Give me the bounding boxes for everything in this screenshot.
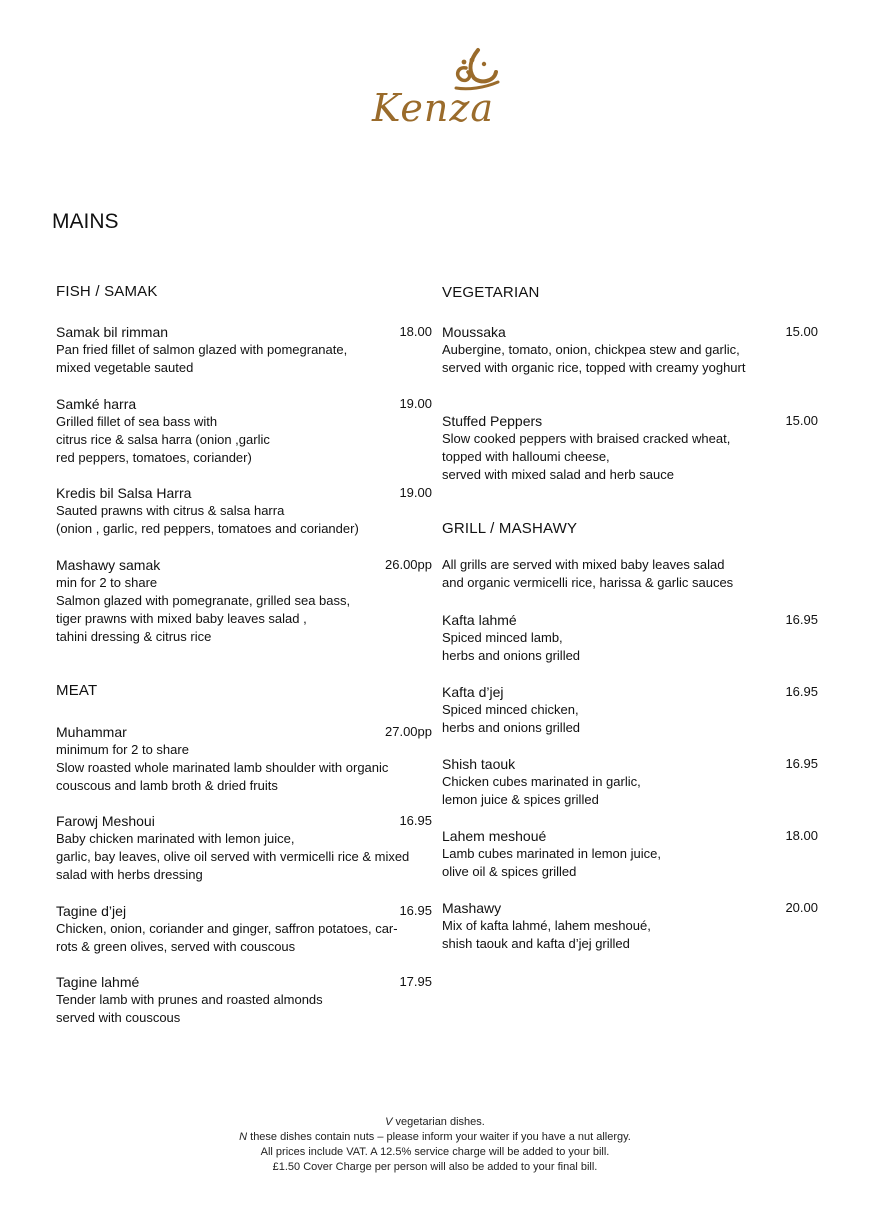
menu-item [56, 723, 432, 795]
footer-veg-line [0, 1115, 870, 1130]
item-description: Aubergine, tomato, onion, chickpea stew and garlic, served with organic rice, topped with creamy yoghurt [442, 342, 746, 375]
item-price: 15.00 [785, 413, 818, 428]
item-name: Moussaka [442, 324, 506, 340]
item-price: 16.95 [785, 684, 818, 699]
item-price: 16.95 [785, 756, 818, 771]
nut-symbol: N [239, 1131, 248, 1143]
footer-nut-line [0, 1130, 870, 1145]
item-description: Baby chicken marinated with lemon juice, garlic, bay leaves, olive oil served with vermicelli rice & mixed salad with herbs dressing [56, 831, 410, 882]
item-price: 16.95 [399, 813, 432, 828]
item-name: Samké harra [56, 396, 137, 412]
section-title-fish: FISH / SAMAK [56, 283, 158, 300]
nut-note: these dishes contain nuts – please inform your waiter if you have a nut allergy. [247, 1131, 631, 1143]
menu-item [442, 412, 818, 484]
item-price: 18.00 [399, 324, 432, 339]
section-title-grill: GRILL / MASHAWY [442, 520, 578, 537]
item-name: Mashawy [442, 900, 502, 916]
item-name: Tagine d’jej [56, 903, 127, 919]
item-price: 17.95 [399, 974, 432, 989]
item-price: 19.00 [399, 396, 432, 411]
item-price: 19.00 [399, 485, 432, 500]
item-price: 26.00pp [385, 557, 432, 572]
item-name: Samak bil rimman [56, 324, 169, 340]
menu-item [56, 395, 432, 467]
page-title: MAINS [52, 210, 119, 233]
item-description: Spiced minced lamb, herbs and onions grilled [442, 630, 581, 663]
item-description: Tender lamb with prunes and roasted almonds served with couscous [56, 992, 323, 1025]
item-description: Pan fried fillet of salmon glazed with pomegranate, mixed vegetable sauted [56, 342, 348, 375]
brand-wordmark: Kenza [372, 86, 495, 130]
section-title-vegetarian: VEGETARIAN [442, 284, 540, 301]
item-name: Lahem meshoué [442, 828, 547, 844]
menu-item [442, 323, 818, 377]
item-price: 20.00 [785, 900, 818, 915]
item-description: Chicken cubes marinated in garlic, lemon juice & spices grilled [442, 774, 641, 807]
item-name: Farowj Meshoui [56, 813, 155, 829]
item-description: Sauted prawns with citrus & salsa harra (onion , garlic, red peppers, tomatoes and coriander) [56, 503, 359, 536]
item-description: Chicken, onion, coriander and ginger, saffron potatoes, car- rots & green olives, served with couscous [56, 921, 398, 954]
menu-item [56, 812, 432, 884]
item-price: 16.95 [785, 612, 818, 627]
item-name: Kafta d’jej [442, 684, 504, 700]
item-name: Mashawy samak [56, 557, 161, 573]
footer-vat-line: All prices include VAT. A 12.5% service charge will be added to your bill. [260, 1146, 610, 1158]
menu-item [442, 899, 818, 953]
item-description: Spiced minced chicken, herbs and onions grilled [442, 702, 581, 735]
item-description: Mix of kafta lahmé, lahem meshoué, shish taouk and kafta d’jej grilled [442, 918, 651, 951]
section-title-meat: MEAT [56, 682, 98, 699]
item-price: 27.00pp [385, 724, 432, 739]
item-description: Grilled fillet of sea bass with citrus rice & salsa harra (onion ,garlic red peppers, tomatoes, coriander) [56, 414, 270, 465]
item-price: 16.95 [399, 903, 432, 918]
menu-item [442, 755, 818, 809]
veg-symbol: V [385, 1116, 393, 1128]
item-price: 18.00 [785, 828, 818, 843]
item-description: Slow cooked peppers with braised cracked wheat, topped with halloumi cheese, served with mixed salad and herb sauce [442, 431, 731, 482]
menu-item [442, 683, 818, 737]
footer-cover-line: £1.50 Cover Charge per person will also be added to your final bill. [272, 1161, 598, 1173]
item-description: min for 2 to share Salmon glazed with pomegranate, grilled sea bass, tiger prawns with mixed baby leaves salad , tahini dressing & citrus rice [56, 575, 351, 644]
menu-item [442, 611, 818, 665]
menu-item [56, 323, 432, 377]
item-name: Kafta lahmé [442, 612, 517, 628]
kenza-logo [372, 44, 506, 144]
menu-item [56, 902, 432, 956]
item-description: minimum for 2 to share Slow roasted whole marinated lamb shoulder with organic couscous and lamb broth & dried fruits [56, 742, 389, 793]
item-name: Kredis bil Salsa Harra [56, 485, 192, 501]
grill-intro-text: All grills are served with mixed baby leaves salad and organic vermicelli rice, harissa & garlic sauces [442, 557, 734, 590]
menu-item [56, 556, 432, 646]
item-name: Stuffed Peppers [442, 413, 543, 429]
item-name: Tagine lahmé [56, 974, 140, 990]
menu-item [56, 484, 432, 538]
menu-item [442, 827, 818, 881]
item-description: Lamb cubes marinated in lemon juice, olive oil & spices grilled [442, 846, 661, 879]
item-name: Shish taouk [442, 756, 516, 772]
item-price: 15.00 [785, 324, 818, 339]
veg-note: vegetarian dishes. [392, 1116, 485, 1128]
item-name: Muhammar [56, 724, 127, 740]
menu-item [56, 973, 432, 1027]
menu-footer-notes [0, 1115, 870, 1175]
